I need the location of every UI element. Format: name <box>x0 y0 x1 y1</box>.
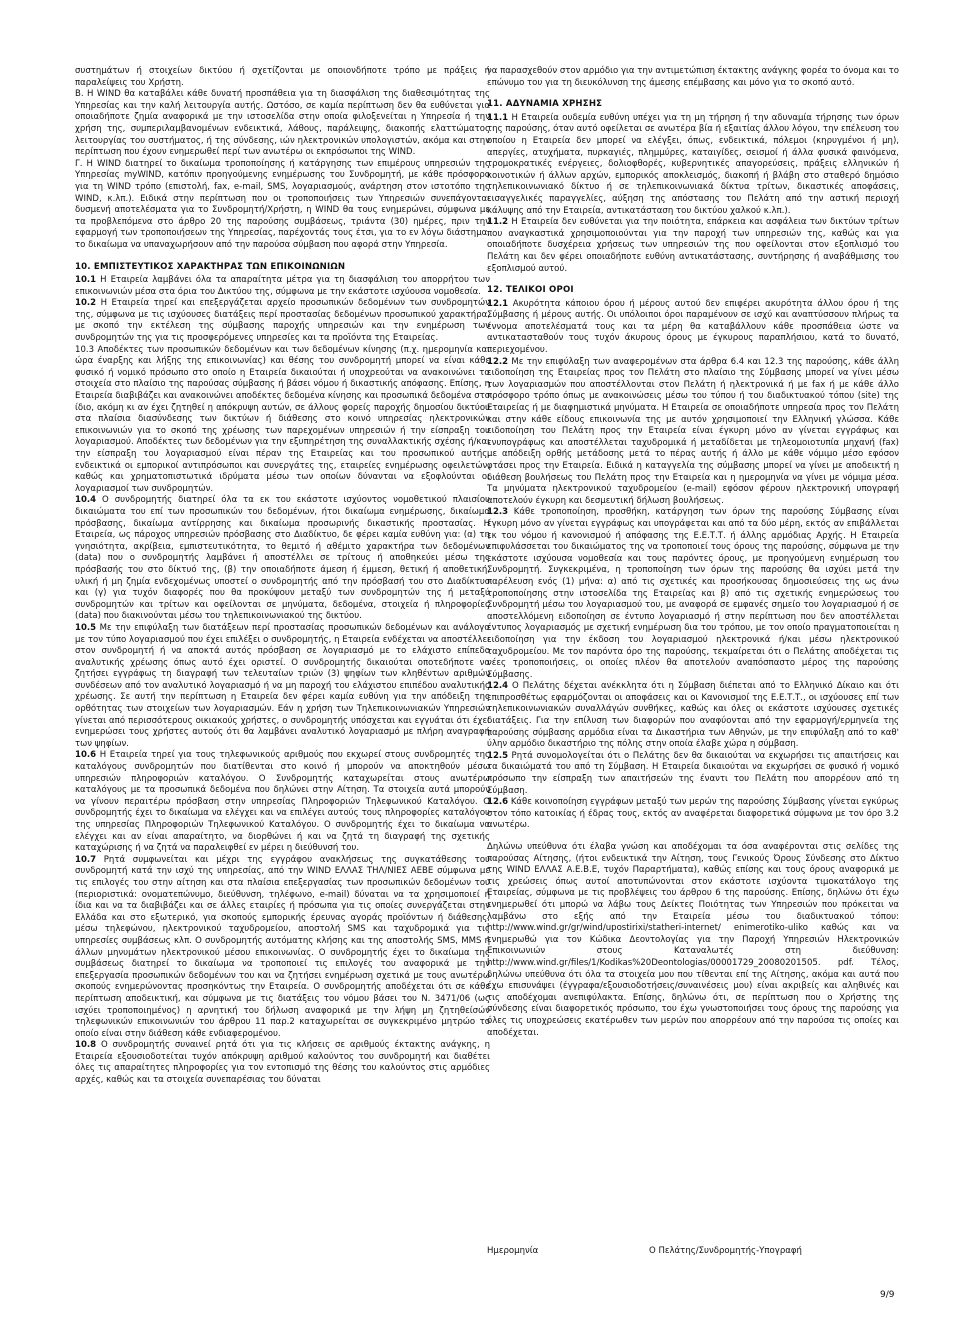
signature-row <box>487 1246 899 1258</box>
paragraph <box>487 217 899 275</box>
paragraph: συστημάτων ή στοιχείων δικτύου ή σχετίζονται με οποιονδήποτε τρόπο με πράξεις ή παραλείψεις του Χρήστη. <box>75 66 490 88</box>
section-heading: 11. ΑΔΥΝΑΜΙΑ ΧΡΗΣΗΣ <box>487 99 603 110</box>
clause-text: Ο Πελάτης δέχεται ανέκκλητα ότι η Σύμβαση διέπεται από το Ελληνικό Δίκαιο και ότι επιπροσθέτως εφαρμόζονται οι αποφάσεις και οι Κανονισμοί της Ε.Ε.Τ.Τ., οι ισχύουσες επί των τηλεπικοινωνιακών συναλλάγών συνθήκες, καθώς και όλες οι εκάστοτε ισχύουσες σχετικές διατάξεις. Για την επίλυση των διαφορών που αναφύονται από την εφαρμογή/ερμηνεία της παρούσης σύμβασης αρμόδια είναι τα Δικαστήρια των Αθηνών, με την επιφύλαξη από το καθ' ύλην αρμόδιο δικαστήριο της πόλης στην οποία έλαβε χώρα η σύμβαση. <box>487 681 899 750</box>
clause-number: 12.4 <box>487 681 509 692</box>
clause-text: Η Εταιρεία ουδεμία ευθύνη υπέχει για τη μη τήρηση ή την αδυναμία τήρησης των όρων της παρούσης, όταν αυτό οφείλεται σε ανωτέρα βία ή εξαιτίας άλλου λόγου, την επέλευση του οποίου η Εταιρεία δεν μπορεί να ελέγξει, όπως, ενδεικτικά, πόλεμοι (κηρυγμένοι ή μη), απεργίες, ατυχήματα, πυρκαγιές, πλημμύρες, καταιγίδες, σεισμοί ή άλλα φυσικά φαινόμενα, τρομοκρατικές ενέργειες, δολιοφθορές, κυβερνητικές απαγορεύσεις, πράξεις ελληνικών ή κοινοτικών ή άλλων αρχών, εμπορικός αποκλεισμός, διακοπή ή βλάβη στο σταθερό δημόσιο τηλεπικοινωνιακό δίκτυο ή σε τηλεπικοινωνιακά δίκτυα τρίτων, δικαστικές αποφάσεις, εισαγγελικές παραγγελίες, αύξηση της απόστασης του Πελάτη από την αστική περιοχή κάλυψης από την Εταιρεία, αντικατάσταση του δικτύου χαλκού κ.λπ.). <box>487 112 899 216</box>
clause-number: 10.4 <box>75 495 97 506</box>
signature-label: Ο Πελάτης/Συνδρομητής-Υπογραφή <box>649 1246 802 1256</box>
left-column <box>75 66 490 1087</box>
paragraph <box>487 113 899 217</box>
clause-text: Ακυρότητα κάποιου όρου ή μέρους αυτού δεν επιφέρει ακυρότητα άλλου όρου ή της Σύμβασης ή μέρους αυτής. Οι υπόλοιποι όροι παραμένουν σε ισχύ και αναπτύσσουν πλήρως τα έννομα αποτελέσματά τους και τα μέρη θα καταβάλλουν κάθε προσπάθεια ώστε να αντικατασταθούν τους τυχόν άκυρους όρους με έγκυρους παραπλήσιου, κατά το δυνατό, περιεχομένου. <box>487 298 899 356</box>
paragraph <box>75 623 490 751</box>
clause-number: 10.7 <box>75 854 97 865</box>
clause-number: 12.2 <box>487 356 509 367</box>
date-label: Ημερομηνία <box>487 1246 539 1256</box>
paragraph <box>487 797 899 832</box>
clause-number: 10.5 <box>75 622 97 633</box>
paragraph <box>75 1040 490 1086</box>
clause-text: Ο συνδρομητής διατηρεί όλα τα εκ του εκάστοτε ισχύοντος νομοθετικού πλαισίου δικαιώματα του επί των προσωπικών του δεδομένων, ήτοι δικαίωμα ενημέρωσης, δικαίωμα πρόσβασης, δικαίωμα αντίρρησης και δικαίωμα προσωρινής δικαστικής προστασίας. Η Εταιρεία, ως πάροχος υπηρεσιών πρόσβασης στο Διαδίκτυο, δε φέρει καμία ευθύνη για: (α) τη γνησιότητα, ακρίβεια, εμπιστευτικότητα, το θεμιτό ή αθέμιτο χαρακτήρα των δεδομένων (data) που ο συνδρομητής λαμβάνει ή αποστέλλει σε τρίτους ή αποθηκεύει μέσω της πρόσβασής του στο δίκτυό της, (β) την οποιαδήποτε άμεση ή έμμεση, θετική ή αποθετική, υλική ή μη ζημία ενδεχομένως υποστεί ο συνδρομητής από την πρόσβασή του στο Διαδίκτυο και (γ) για τυχόν διαφορές που θα προκύψουν μεταξύ των συνδρομητών της ή μεταξύ συνδρομητών και τρίτων και οφείλονται σε μηνύματα, δεδομένα, στοιχεία ή πληροφορίες (data) που διακινούνται μέσω του τηλεπικοινωνιακού της δικτύου. <box>75 495 490 622</box>
paragraph <box>75 275 490 298</box>
clause-text: Ρητά συμφωνείται και μέχρι της εγγράφου ανακλήσεως της συγκατάθεσης του συνδρομητή κατά την ισχύ της υπηρεσίας, από την WIND ΕΛΛΑΣ ΤΗΛ/ΝΙΕΣ ΑΕΒΕ σύμφωνα με τις επιλογές του στην αίτηση και στα πλαίσια επεξεργασίας των προσωπικών δεδομένων του (περιοριστικά: ονοματεπώνυμο, διεύθυνση, τηλέφωνο, e-mail) δύναται να τα χρησιμοποιεί ή ίδια και να τα διαβιβάζει και σε άλλες εταιρίες ή πρόσωπα για τις οποίες συνεργάζεται στην Ελλάδα και στο εξωτερικό, για σκοπούς εμπορικής έρευνας αγοράς προϊόντων ή διάθεσης, μέσω τηλεφώνου, ηλεκτρονικού ταχυδρομείου, αποστολή SMS και ταχυδρομικά για τις υπηρεσίες συμβάσεως κλπ. Ο συνδρομητής αυτόματης κλήσης και της αποστολής SMS, MMS ή άλλων μηνυμάτων ηλεκτρονικού μέσου επικοινωνίας. Ο συνδρομητής έχει το δικαίωμα της συμβάσεως διατηρεί το δικαίωμα να τροποποιεί τις επιλογές του αναφορικά με την επεξεργασία προσωπικών δεδομένων του και να ζητήσει ενημέρωση σχετικά με τους ανωτέρω σκοπούς ενημερώνοντας προσηκόντως την Εταιρεία. Ο συνδρομητής αποδέχεται ότι σε κάθε περίπτωση αποδεικτική, και σύμφωνα με τις διατάξεις του νόμου βάσει του Ν. 3471/06 (ως ισχύει τροποποιημένος) η αρνητική του δήλωση αναφορικά με την λήψη μη ζητηθείσών τηλεφωνικών επικοινωνιών του άρθρου 11 παρ.2 καταχωρείται σε συγκεκριμένο μητρώο το οποίο είναι στην διάθεση κάθε ενδιαφερομένου. <box>75 854 490 1039</box>
right-column <box>487 66 899 1039</box>
clause-number: 11.1 <box>487 112 509 123</box>
paragraph <box>75 750 490 854</box>
paragraph: να παρασχεθούν στον αρμόδιο για την αντιμετώπιση έκτακτης ανάγκης φορέα το όνομα και το επώνυμο του για τη διευκόλυνση της άμεσης επέμβασης και μόνο για το σκοπό αυτό. <box>487 66 899 88</box>
clause-text: Η Εταιρεία λαμβάνει όλα τα απαραίτητα μέτρα για τη διασφάλιση του απορρήτου των επικοινωνιών μέσα στα όρια του Δικτύου της, σύμφωνα με την εκάστοτε ισχύουσα νομοθεσία. <box>75 275 490 297</box>
clause-number: 10.1 <box>75 275 97 286</box>
paragraph <box>487 357 899 508</box>
clause-text: Η Εταιρεία τηρεί για τους τηλεφωνικούς αριθμούς που εκχωρεί στους συνδρομητές της καταλόγους συνδρομητών που διατίθενται στο κοινό ή μπορούν να αποκτηθούν μέσω υπηρεσιών πληροφοριών καταλόγου. Ο Συνδρομητής καταχωρείται στους ανωτέρω καταλόγους με τα προσωπικά δεδομένα που δηλώνει στην Αίτηση. Τα στοιχεία αυτά μπορούν να γίνουν περαιτέρω πρόσβαση στην υπηρεσίας Πληροφοριών Τηλεφωνικού Καταλόγου. Ο συνδρομητής έχει το δικαίωμα να ελέγχει και να επιλέγει αυτούς τους πληροφορίες καταλόγου της υπηρεσίας Πληροφοριών Τηλεφωνικού Καταλόγου. Ο συνδρομητής έχει το δικαίωμα να ελέγχει και αν είναι απαραίτητο, να διορθώνει ή και να ζητά τη διαγραφή της σχετικής καταχώρισης ή να ζητά να παραλειφθεί εν μέρει η διεύθυνσή του. <box>75 750 490 854</box>
clause-text: Κάθε τροποποίηση, προσθήκη, κατάργηση των όρων της παρούσης Σύμβασης είναι έγκυρη μόνο αν γίνεται εγγράφως και υπογράφεται και από τα δύο μέρη, εκτός αν επιβάλλεται εκ του νόμου ή κανονισμού ή απόφασης της Ε.Ε.Τ.Τ. ή άλλης αρμόδιας Αρχής. Η Εταιρεία επιφυλάσσεται του δικαιώματος της να τροποποιεί τους όρους της παρούσης, σύμφωνα με την εκάστοτε ισχύουσα νομοθεσία και τους παρόντες όρους, με προηγούμενη ενημέρωση του Συνδρομητή. Συγκεκριμένα, η τροποποίηση των όρων της παρούσης θα ισχύει μετά την παρέλευση ενός (1) μήνα: α) από τις σχετικές και προσήκουσας δημοσιεύσεις της ως άνω τροποποίησης στην ιστοσελίδα της Εταιρείας και β) από τις σχετικής ενημερώσεως του Συνδρομητή μέσω του λογαριασμού του, με αναφορά σε εμφανές σημείο του λογαριασμού ή σε αποστελλόμενη ειδοποίηση σε έντυπο λογαριασμό ή στην περίπτωση που δεν αποστέλλεται έντυπος λογαριασμός με σχετική ενημέρωση δια του τρόπου, με τον οποίο πραγματοποιείται η ειδοποίηση για την έκδοση του λογαριασμού ηλεκτρονικά ή/και μέσω ηλεκτρονικού ταχυδρομείου. Με τον παρόντα όρο της παρούσης, τεκμαίρεται ότι ο Πελάτης αποδέχεται τις νέες τροποποιήσεις, οι οποίες πλέον θα αποτελούν αναπόσπαστο μέρος της παρούσης Σύμβασης. <box>487 507 899 680</box>
paragraph <box>487 751 899 797</box>
clause-text: Ρητά συνομολογείται ότι ο Πελάτης δεν θα δικαιούται να εκχωρήσει τις απαιτήσεις και τα δικαιώματά του από τη Σύμβαση. Η Εταιρεία δικαιούται να εκχωρήσει σε φυσικό ή νομικό πρόσωπο την είσπραξη των απαιτήσεών της έναντι του Πελάτη που απορρέουν από τη Σύμβαση. <box>487 750 899 796</box>
clause-text: Ο συνδρομητής συναινεί ρητά ότι για τις κλήσεις σε αριθμούς έκτακτης ανάγκης, η Εταιρεία εξουσιοδοτείται τυχόν απόκρυψη αριθμού καλούντος του συνδρομητή και διαθέτει όλες τις απαραίτητες πληροφορίες για τον εντοπισμό της θέσης του καλούντος στις αρμόδιες αρχές, καθώς και τα στοιχεία συνεπαρέσιας του δύναται <box>75 1040 490 1086</box>
clause-number: 12.6 <box>487 797 509 808</box>
paragraph <box>75 855 490 1041</box>
paragraph <box>75 298 490 344</box>
paragraph: Γ. Η WIND διατηρεί το δικαίωμα τροποποίησης ή κατάργησης των επιμέρους υπηρεσιών της Υπηρεσίας myWIND, κατόπιν προηγούμενης ενημέρωσης του Συνδρομητή, με κάθε πρόσφορο για τη WIND τρόπο (επιστολή, fax, e-mail, SMS, λογαριασμούς, ανάρτηση στον ιστοτόπο της WIND, κ.λπ.). Ειδικά στην περίπτωση που οι τροποποιήσεις των Υπηρεσιών συνεπάγονται δυσμενή αποτελέσματα για το Συνδρομητή/Χρήστη, η WIND θα τους ενημερώνει, σύμφωνα με τα προβλεπόμενα στο άρθρο 20 της παρούσης συμβάσεως, τριάντα (30) ημέρες, πριν την εφαρμογή των τροποποιήσεων της Υπηρεσίας, παρέχοντάς τους έτσι, για το εν λόγω διάστημα, το δικαίωμα να υπαναχωρήσουν από την παρούσα σύμβαση που αφορά στην Υπηρεσία. <box>75 158 490 250</box>
paragraph: Β. Η WIND θα καταβάλει κάθε δυνατή προσπάθεια για τη διασφάλιση της διαθεσιμότητας της Υπηρεσίας και την καλή λειτουργία αυτής. Ωστόσο, σε καμία περίπτωση δεν θα ευθύνεται για οποιαδήποτε ζημία αναφορικά με την ιστοσελίδα στην οποία φιλοξενείται η Υπηρεσία ή την χρήση της, συμπεριλαμβανομένων ενδεικτικά, λάθους, παράλειψης, διακοπής ελαττώματος λειτουργίας του συστήματος, ή της σύνδεσης, ιών ηλεκτρονικών υπολογιστών, ακόμα και στην περίπτωση που έχουν ενημερωθεί περί των ανωτέρω οι εκπρόσωποι της WIND. <box>75 89 490 158</box>
clause-text: Με την επιφύλαξη των αναφερομένων στα άρθρα 6.4 και 12.3 της παρούσης, κάθε άλλη ειδοποίηση της Εταιρείας προς τον Πελάτη στο πλαίσιο της Σύμβασης μπορεί να γίνει μέσω των λογαριασμών που αποστέλλονται στον Πελάτη ή ηλεκτρονικά ή με fax ή με κάθε άλλο πρόσφορο τρόπο όπως με ανακοινώσεις μέσω του τύπου ή του διαδικτυακού τόπου (site) της Εταιρείας ή με διαφημιστικά μηνύματα. Η Εταιρεία σε οποιαδήποτε υπηρεσία προς τον Πελάτη και στην κάθε είδους επικοινωνία της με αυτόν χρησιμοποιεί την Ελληνική γλώσσα. Κάθε ειδοποίηση του Πελάτη προς την Εταιρεία είναι έγκυρη μόνο αν γίνεται εγγράφως και ενυπογράφως και αποστέλλεται ταχυδρομικά ή μεταδίδεται με τηλεομοιοτυπία μηχανή (fax) με απόδειξη ορθής μετάδοσης μετά το πέρας αυτής ή άλλο με κάθε νόμιμο μέσο εφόσον φτάσει προς την Εταιρεία. Ειδικά η καταγγελία της σύμβασης μπορεί να γίνει με αποδεικτή η διάθεση βουλήσεως του Πελάτη προς την Εταιρεία και η ημερομηνία να γίνει με νόμιμα μέσα. Τα μηνύματα ηλεκτρονικού ταχυδρομείου (e-mail) εφόσον φέρουν ηλεκτρονική υπογραφή αποτελούν έγκυρη και δεσμευτική δήλωση βουλήσεως. <box>487 356 899 506</box>
clause-number: 10.8 <box>75 1040 97 1051</box>
clause-number: 12.5 <box>487 750 509 761</box>
clause-text: Η Εταιρεία τηρεί και επεξεργάζεται αρχείο προσωπικών δεδομένων των συνδρομητών της, σύμφωνα με τις ισχύουσες διατάξεις περί προστασίας δεδομένων προσωπικού χαρακτήρα, με σκοπό την εκτέλεση της σύμβασης παροχής υπηρεσιών και την ενημέρωση των συνδρομητών της για τις προσφερόμενες υπηρεσίες και τα προϊόντα της Εταιρείας. <box>75 298 490 344</box>
paragraph <box>487 681 899 751</box>
paragraph <box>487 299 899 357</box>
section-heading: 10. ΕΜΠΙΣΤΕΥΤΙΚΟΣ ΧΑΡΑΚΤΗΡΑΣ ΤΩΝ ΕΠΙΚΟΙΝΩΝΙΩΝ <box>75 261 346 272</box>
section-heading: 12. ΤΕΛΙΚΟΙ ΟΡΟΙ <box>487 285 574 296</box>
clause-text: Η Εταιρεία δεν ευθύνεται για την ποιότητα, επάρκεια και ασφάλεια των δικτύων τρίτων που αναγκαστικά χρησιμοποιούνται για την παροχή των υπηρεσιών της, καθώς και για οποιαδήποτε δυσχέρεια χρήσεως των υπηρεσιών της που οφείλονται στον εξοπλισμό του Πελάτη και δεν φέρει οποιαδήποτε ευθύνη αντικατάστασης, συντήρησης ή αναβάθμισης του εξοπλισμού αυτού. <box>487 217 899 274</box>
paragraph <box>75 495 490 623</box>
clause-number: 12.3 <box>487 507 509 518</box>
paragraph: 10.3 Αποδέκτες των προσωπικών δεδομένων και των δεδομένων κίνησης (π.χ. ημερομηνία και ώρα έναρξης και λήξης της επικοινωνίας) και θέσης του συνδρομητή μπορεί να είναι κάθε φυσικό ή νομικό πρόσωπο στο οποίο η Εταιρεία δικαιούται ή υποχρεούται να ανακοινώνει τα στοιχεία στο πλαίσιο της παρούσας σύμβασης ή βάσει νόμου ή δικαστικής απόφασης. Επίσης, η Εταιρεία διαβιβάζει και ανακοινώνει αποδέκτες δεδομένα κίνησης και προσωπικά δεδομένα στο ίδιο, ακόμη κι αν έχει ζητηθεί η απόκρυψη αυτών, σε άλλους φορείς παροχής δημοσίου δικτύου στα πλαίσια διασύνδεσης των δικτύων ή διάθεσης στο κοινό υπηρεσίας ηλεκτρονικών επικοινωνιών για το σκοπό της χρέωσης των παρεχομένων υπηρεσιών ή την είσπραξη του λογαριασμού. Αποδέκτες των δεδομένων για την εξυπηρέτηση της συναλλακτικής σχέσης ή/και την είσπραξη του λογαριασμού είναι πέραν της Εταιρείας και του προσωπικού αυτής, ενδεικτικά οι εμπορικοί αντιπρόσωποι και συνεργάτες της, εταιρείες ενημέρωσης οφειλετών, καθώς και χρηματοπιστωτικά ιδρύματα μέσω των οποίων δύνανται να εξοφλούνται οι λογαριασμοί των συνδρομητών. <box>75 344 490 494</box>
clause-text: Κάθε κοινοποίηση εγγράφων μεταξύ των μερών της παρούσης Σύμβασης γίνεται εγκύρως στον τόπο κατοικίας ή έδρας τους, εκτός αν αναφέρεται διαφορετικά σύμφωνα με τον όρο 3.2 ανωτέρω. <box>487 797 899 831</box>
clause-number: 11.2 <box>487 217 509 228</box>
clause-number: 12.1 <box>487 298 509 309</box>
clause-text: Με την επιφύλαξη των διατάξεων περί προστασίας προσωπικών δεδομένων και ανάλογα με τον τύπο λογαριασμού που έχει επιλέξει ο συνδρομητής, η Εταιρεία ενδέχεται να αποστέλλει στον συνδρομητή ή να αποκτά αυτός πρόσβαση σε λογαριασμό με το ελάχιστο επίπεδο αναλυτικής χρέωσης όπως αυτό έχει οριστεί. Ο συνδρομητής δικαιούται οποτεδήποτε να ζητήσει εγγράφως τη διαγραφή των τελευταίων τριών (3) ψηφίων των κληθέντων αριθμών συνδέσεων από τον αναλυτικό λογαριασμό ή να μη παροχή του ελάχιστου επιπέδου αναλυτικής χρέωσης. Σε αυτή την περίπτωση η Εταιρεία δεν φέρει καμία ευθύνη για την απόδειξη της ορθότητας των στοιχείων των λογαριασμών. Εάν η χρήση των Τηλεπικοινωνιακών Υπηρεσιών γίνεται από περισσότερους οικιακούς χρήστες, ο συνδρομητής υπόσχεται και εγγυάται ότι έχει ενημερώσει τους χρήστες αυτούς ότι θα λαμβάνει αναλυτικό λογαριασμό με πλήρη αναγραφή των ψηφίων. <box>75 622 490 749</box>
paragraph: Δηλώνω υπεύθυνα ότι έλαβα γνώση και αποδέχομαι τα όσα αναφέρονται στις σελίδες της παρούσας Αίτησης, (ήτοι ενδεικτικά την Αίτηση, τους Γενικούς Όρους Σύνδεσης στο Δίκτυο της WIND ΕΛΛΑΣ Α.Ε.Β.Ε, τυχόν Παραρτήματα), καθώς επίσης και τους όρους αναφορικά με τις χρεώσεις όπως αυτοί αποτυπώνονται στον εκάστοτε ισχύοντα τιμοκατάλογο της Εταιρείας, σύμφωνα με τις προβλέψεις του άρθρου 6 της παρούσης. Επίσης, δηλώνω ότι έχω ενημερωθεί ότι μπορώ να λάβω τους Δείκτες Ποιότητας των Υπηρεσιών που πρόκειται να λαμβάνω στο εξής από την Εταιρεία μέσω του διαδικτυακού τόπου: http://www.wind.gr/gr/wind/upostirixi/statheri-internet/ enimerotiko-uliko καθώς και να ενημερωθώ για τον Κώδικα Δεοντολογίας για την Παροχή Υπηρεσιών Ηλεκτρονικών Επικοινωνιών στους Καταναλωτές στη διεύθυνση: http://www.wind.gr/files/1/Kodikas%20Deontologias/00001729_20080201505. pdf. Τέλος, δηλώνω υπεύθυνα ότι όλα τα στοιχεία μου που τίθενται επί της Αίτησης, ακόμα και αυτά που έχω επισυνάψει (έγγραφα/εξουσιοδοτήσεις/συναινέσεις μου) είναι ακριβείς και αληθινές και τις αποδέχομαι ανεπιφύλακτα. Επίσης, δηλώνω ότι, σε περίπτωση που ο Χρήστης της σύνδεσης είναι διαφορετικός πρόσωπο, του έχω γνωστοποιήσει τους όρους της παρούσης για όλες τις υποχρεώσεις εκατέρωθεν των μερών που απορρέουν από την παρούσα τις οποίες και αποδέχεται. <box>487 842 899 1038</box>
page-number: 9/9 <box>880 1290 895 1300</box>
clause-number: 10.2 <box>75 298 97 309</box>
clause-number: 10.6 <box>75 750 97 761</box>
paragraph <box>487 507 899 681</box>
